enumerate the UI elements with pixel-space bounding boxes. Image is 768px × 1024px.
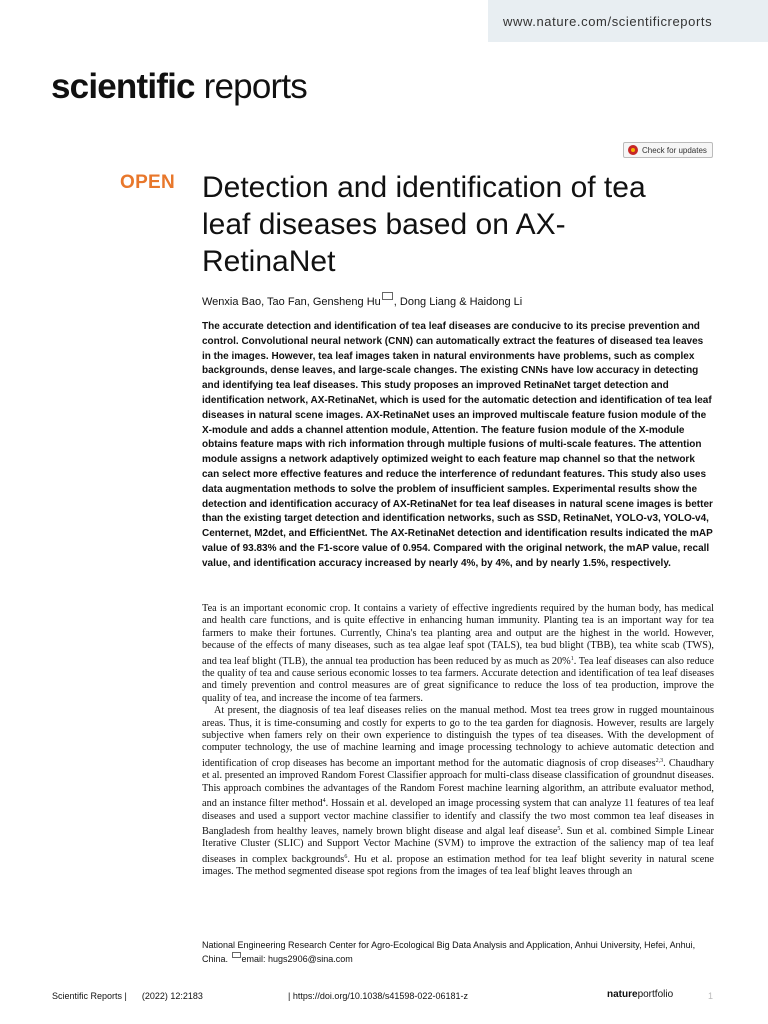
authors-rest[interactable]: , Dong Liang & Haidong Li: [393, 296, 523, 308]
journal-logo[interactable]: [51, 67, 307, 107]
open-access-label: OPEN: [120, 172, 176, 193]
crossmark-icon: [628, 145, 638, 155]
author-list: [202, 292, 522, 308]
footer-journal: Scientific Reports |: [52, 991, 127, 1001]
footer-volume: (2022) 12:2183: [141, 991, 203, 1001]
paragraph-2-text-b: . Chaudhary et al. presented an improved Random Forest Classifier approach for multi-class disease classification of groundnut diseases. This approach combines the advantages of the Random Forest machine learning algorithm, an attribute evaluator method, and an instance filter method: [202, 757, 714, 810]
article-title: Detection and identification of tea leaf diseases based on AX-RetinaNet: [202, 171, 646, 278]
check-for-updates-label: Check for updates: [642, 145, 707, 155]
citation-ref[interactable]: 2,3: [655, 757, 664, 764]
paragraph-2-text-e: . Hu et al. propose an estimation method for tea leaf blight severity in natural scene images. The method segmented disease spot regions from the images of tea leaf blight leaves through an: [202, 853, 715, 878]
footer-doi-link[interactable]: | https://doi.org/10.1038/s41598-022-06181-z: [288, 991, 468, 1001]
logo-portfolio: portfolio: [637, 989, 674, 1000]
journal-logo-regular: reports: [194, 67, 307, 106]
paragraph-2-text-c: . Hossain et al. developed an image processing system that can analyze 11 features of tea leaf diseases and used a support vector machine classifier to identify and classify the two most common tea leaf diseases in Bangladesh from healthy leaves, namely brown blight disease and algal leaf disease: [202, 798, 715, 837]
footer-citation: [52, 991, 203, 1001]
citation-ref[interactable]: 4: [322, 798, 326, 805]
paragraph-2: [202, 705, 714, 878]
logo-nature: nature: [607, 989, 638, 1000]
check-for-updates-button[interactable]: [623, 142, 713, 158]
page-number: 1: [708, 991, 714, 1001]
affiliation-note: [202, 939, 722, 966]
paragraph-1-text-b: . Tea leaf diseases can also reduce the quality of tea and cause serious economic losses to tea farmers. Accurate detection and identification of tea leaf diseases and timely prevention and control measures are of great significance to reduce the loss of tea production, improve the quality of tea, and increase the income of tea farmers.: [202, 655, 715, 704]
authors-first[interactable]: Wenxia Bao, Tao Fan, Gensheng Hu: [202, 296, 381, 308]
corresponding-email[interactable]: email: hugs2906@sina.com: [241, 954, 353, 964]
citation-ref[interactable]: 6: [344, 853, 348, 860]
mail-icon[interactable]: [382, 292, 393, 300]
nature-portfolio-logo: [607, 989, 673, 1000]
paragraph-2-text-d: . Sun et al. combined Simple Linear Iterative Cluster (SLIC) and Support Vector Machine (SVM) to improve the extraction of the saliency map of tea leaf diseases in complex backgrounds: [202, 825, 714, 865]
citation-ref[interactable]: 5: [557, 825, 561, 832]
citation-ref[interactable]: 1: [570, 655, 574, 662]
page-footer: [0, 980, 768, 1024]
paragraph-1-text-a: Tea is an important economic crop. It contains a variety of effective ingredients required by the human body, has medical and health care functions, and is quite effective in enhancing human immunity. Planting tea is an important way for tea farmers to make their fortunes. Currently, China's tea planting area and output are the highest in the world. However, because of the effects of many diseases, such as tea algae leaf spot (TALS), tea bud blight (TBB), tea white scab (TWS), and tea leaf blight (TLB), the annual tea production has been reduced by as much as 20%: [202, 603, 714, 667]
main-text: [202, 603, 714, 879]
journal-url-link[interactable]: www.nature.com/scientificreports: [503, 14, 713, 29]
affiliation-text: National Engineering Research Center for Agro-Ecological Big Data Analysis and Application, Anhui University, Hefei, Anhui, China.: [202, 940, 696, 964]
paragraph-1: [202, 603, 714, 705]
journal-logo-bold: scientific: [51, 67, 195, 106]
paragraph-2-text-a: At present, the diagnosis of tea leaf diseases relies on the manual method. Most tea trees grow in rugged mountainous areas. Thus, it is time-consuming and costly for experts to go to the tea garden for diagnosis. However, results are largely subjective when famers rely on their own experience to distinguish the types of tea diseases. With the development of computer technology, the use of machine learning and image processing technology to achieve automatic detection and identification of crop diseases has become an important method for the automatic diagnosis of crop diseases: [202, 705, 714, 769]
abstract: The accurate detection and identification of tea leaf diseases are conducive to its precise prevention and control. Convolutional neural network (CNN) can automatically extract the features of diseased tea leaves in the images. However, tea leaf images taken in natural environments have problems, such as complex backgrounds, dense leaves, and large-scale changes. The existing CNNs have low accuracy in detecting and identifying tea leaf diseases. This study proposes an improved RetinaNet target detection and identification network, AX-RetinaNet, which is used for the automatic detection and identification of tea leaf diseases in natural scene images. AX-RetinaNet uses an improved multiscale feature fusion module of the X-module and adds a channel attention module, Attention. The feature fusion module of the X-module obtains feature maps with rich information through multiple fusions of multi-scale features. The attention module assigns a network adaptively optimized weight to each feature map channel so that the network can select more effective features and reduce the interference of redundant features. This study also uses data augmentation methods to solve the problem of insufficient samples. Experimental results show the detection and identification accuracy of AX-RetinaNet for tea leaf diseases in natural scene images is better than the existing target detection and identification networks, such as SSD, RetinaNet, YOLO-v3, YOLO-v4, Centernet, M2det, and EfficientNet. The AX-RetinaNet detection and identification results indicated the mAP value of 93.83% and the F1-score value of 0.954. Compared with the original network, the mAP value, recall value, and identification accuracy increased by nearly 4%, by 4%, and by nearly 1.5%, respectively.: [202, 321, 713, 569]
mail-icon: [232, 952, 241, 958]
